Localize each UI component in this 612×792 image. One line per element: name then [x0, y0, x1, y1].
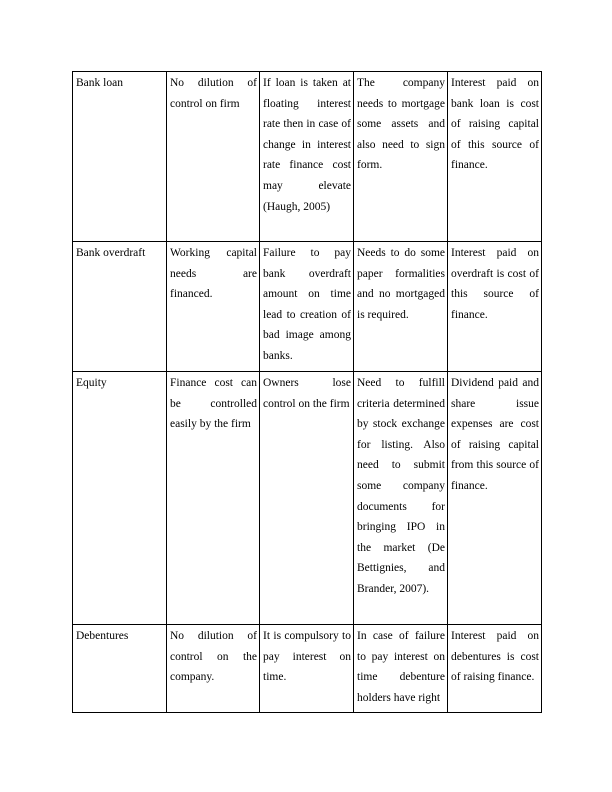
finance-sources-table [72, 71, 542, 713]
advantage-cell: Finance cost can be controlled easily by the firm [167, 372, 260, 625]
disadvantage-cell: If loan is taken at floating interest rate then in case of change in interest rate finance cost may elevate (Haugh, 2005) [260, 72, 354, 242]
advantage-cell: No dilution of control on firm [167, 72, 260, 242]
advantage-cell: No dilution of control on the company. [167, 625, 260, 713]
table-row [73, 72, 542, 242]
cost-cell: Interest paid on debentures is cost of raising finance. [448, 625, 542, 713]
cost-cell: Interest paid on bank loan is cost of raising capital of this source of finance. [448, 72, 542, 242]
requirement-cell: Needs to do some paper formalities and no mortgaged is required. [354, 242, 448, 372]
table-row [73, 372, 542, 625]
cost-cell: Dividend paid and share issue expenses are cost of raising capital from this source of finance. [448, 372, 542, 625]
requirement-cell: The company needs to mortgage some assets and also need to sign form. [354, 72, 448, 242]
table-row [73, 625, 542, 713]
disadvantage-cell: It is compulsory to pay interest on time. [260, 625, 354, 713]
disadvantage-cell: Failure to pay bank overdraft amount on time lead to creation of bad image among banks. [260, 242, 354, 372]
requirement-cell: In case of failure to pay interest on time debenture holders have right [354, 625, 448, 713]
source-cell: Debentures [73, 625, 167, 713]
table-row [73, 242, 542, 372]
source-cell: Equity [73, 372, 167, 625]
cost-cell: Interest paid on overdraft is cost of this source of finance. [448, 242, 542, 372]
source-cell: Bank overdraft [73, 242, 167, 372]
source-cell: Bank loan [73, 72, 167, 242]
requirement-cell: Need to fulfill criteria determined by stock exchange for listing. Also need to submit some company documents for bringing IPO in the market (De Bettignies, and Brander, 2007). [354, 372, 448, 625]
advantage-cell: Working capital needs are financed. [167, 242, 260, 372]
disadvantage-cell: Owners lose control on the firm [260, 372, 354, 625]
